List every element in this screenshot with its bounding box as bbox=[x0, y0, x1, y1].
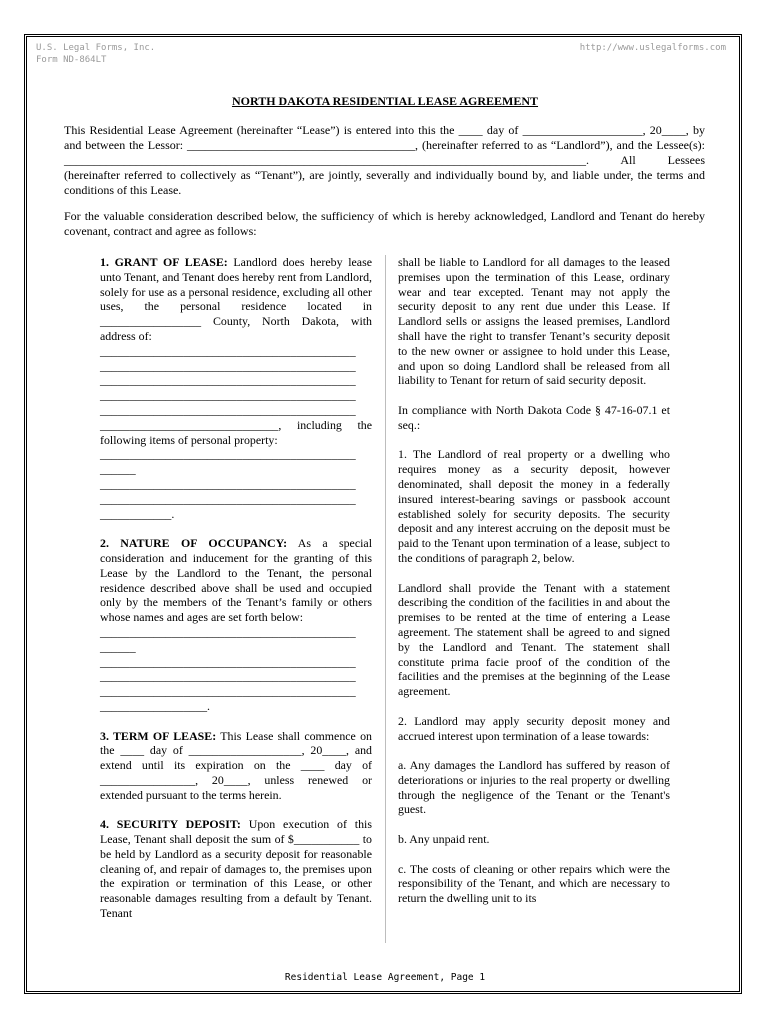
address-line: ___________________________________________ bbox=[100, 358, 356, 373]
property-line: ___________________________________________ bbox=[100, 447, 356, 462]
term-text: This Lease shall commence on the ____ day of ___________________, 20____, and extend until its expiration on the ____ day of ________________, 20____, unless renewed or extended pursuant to the terms herein. bbox=[100, 728, 372, 802]
consideration-paragraph: For the valuable consideration described below, the sufficiency of which is hereby acknowledged, Landlord and Tenant do hereby covenant, contract and agree as follows: bbox=[64, 209, 705, 238]
grant-of-lease-section bbox=[100, 255, 372, 344]
nature-of-occupancy-section bbox=[100, 536, 372, 625]
address-line: ___________________________________________ bbox=[100, 373, 356, 388]
column-divider bbox=[385, 255, 386, 943]
deposit-continued: shall be liable to Landlord for all damages to the leased premises upon the termination of this Lease, ordinary wear and tear excepted. Tenant may not apply the security deposit to any rent due under this Lease. If Landlord sells or assigns the leased premises, Landlord shall have the right to transfer Tenant’s security deposit to the new owner or assignee to hold under this Lease, and upon so doing Landlord shall be released from all liability to Tenant for return of said security deposit. bbox=[398, 255, 670, 388]
form-number: Form ND-864LT bbox=[36, 55, 107, 65]
occupancy-heading: 2. NATURE OF OCCUPANCY: bbox=[100, 536, 288, 551]
address-line: ___________________________________________ bbox=[100, 343, 356, 358]
deposit-rule-1: 1. The Landlord of real property or a dwelling who requires money as a security deposit, however denominated, shall deposit the money in a federally insured interest-bearing savings or passbook account established solely for security deposits. The security deposit and any interest accruing on the deposit must be paid to the Tenant upon termination of a lease, subject to the conditions of paragraph 2, below. bbox=[398, 447, 670, 565]
deposit-item-b: b. Any unpaid rent. bbox=[398, 832, 490, 847]
address-line: ___________________________________________ bbox=[100, 388, 356, 403]
company-name: U.S. Legal Forms, Inc. bbox=[36, 43, 156, 53]
compliance-text: In compliance with North Dakota Code § 47-16-07.1 et seq.: bbox=[398, 402, 670, 432]
header-left bbox=[36, 42, 155, 66]
grant-text: Landlord does hereby lease unto Tenant, and Tenant does hereby rent from Landlord, solely for use as a personal residence, excluding all other uses, the personal residence located in _________________ County, North Dakota, with address of: bbox=[100, 255, 372, 343]
property-line: ___________________________________________ bbox=[100, 491, 356, 506]
occupancy-text: As a special consideration and inducement for the granting of this Lease by the Landlord to the Tenant, the personal residence described above shall be used and occupied only by the members of the Tenant’s family or others whose names and ages are set forth below: bbox=[100, 536, 372, 625]
deposit-item-c: c. The costs of cleaning or other repairs which were the responsibility of the Tenant, and which are necessary to return the dwelling unit to its bbox=[398, 861, 670, 906]
occupant-line: ___________________________________________ bbox=[100, 654, 356, 669]
document-title: NORTH DAKOTA RESIDENTIAL LEASE AGREEMENT bbox=[231, 94, 539, 108]
personal-property-text: ______________________________, including the following items of personal property: bbox=[100, 417, 372, 447]
occupant-line: ___________________________________________ bbox=[100, 669, 356, 684]
page-footer: Residential Lease Agreement, Page 1 bbox=[284, 972, 486, 983]
header-url[interactable]: http://www.uslegalforms.com bbox=[579, 43, 726, 53]
occupant-line: ___________________________________________ bbox=[100, 624, 356, 639]
security-deposit-section bbox=[100, 817, 372, 921]
occupant-line: ___________________________________________ bbox=[100, 684, 356, 699]
condition-statement: Landlord shall provide the Tenant with a statement describing the condition of the facilities in and about the premises to be rented at the time of entering a Lease agreement. The statement shall be agreed to and signed by the Landlord and Tenant. The statement shall constitute prima facie proof of the condition of the facilities and the premises at the beginning of the Lease agreement. bbox=[398, 580, 670, 699]
right-column bbox=[398, 255, 670, 906]
occupant-line-end: __________________. bbox=[100, 698, 210, 713]
occupant-line-short: ______ bbox=[100, 639, 136, 654]
property-line-end: ____________. bbox=[100, 506, 175, 521]
property-line: ___________________________________________ bbox=[100, 476, 356, 491]
deposit-rule-2: 2. Landlord may apply security deposit money and accrued interest upon termination of a lease towards: bbox=[398, 713, 670, 743]
left-column bbox=[100, 255, 372, 921]
intro-paragraph: This Residential Lease Agreement (hereinafter “Lease”) is entered into this the ____ day of ____________________, 20____, by and between the Lessor: ______________________________________, (hereinafter referred to as “Landlord”), and the Lessee(s): _______________________________________________________________________________________. All Lessees (hereinafter referred to collectively as “Tenant”), are jointly, severally and individually bound by, and liable under, the terms and conditions of this Lease. bbox=[64, 123, 705, 197]
term-heading: 3. TERM OF LEASE: bbox=[100, 728, 217, 743]
grant-heading: 1. GRANT OF LEASE: bbox=[100, 255, 228, 269]
property-line-short: ______ bbox=[100, 462, 136, 477]
term-of-lease-section bbox=[100, 729, 372, 803]
deposit-text: Upon execution of this Lease, Tenant shall deposit the sum of $___________ to be held by Landlord as a security deposit for reasonable cleaning of, and repair of damages to, the premises upon the expiration or termination of this Lease, or other reasonable damages resulting from a default by Tenant. Tenant bbox=[100, 817, 372, 921]
deposit-item-a: a. Any damages the Landlord has suffered by reason of deteriorations or injuries to the real property or dwelling through the negligence of the Tenant or the Tenant's guest. bbox=[398, 758, 670, 817]
address-line: ___________________________________________ bbox=[100, 402, 356, 417]
deposit-heading: 4. SECURITY DEPOSIT: bbox=[100, 817, 241, 832]
